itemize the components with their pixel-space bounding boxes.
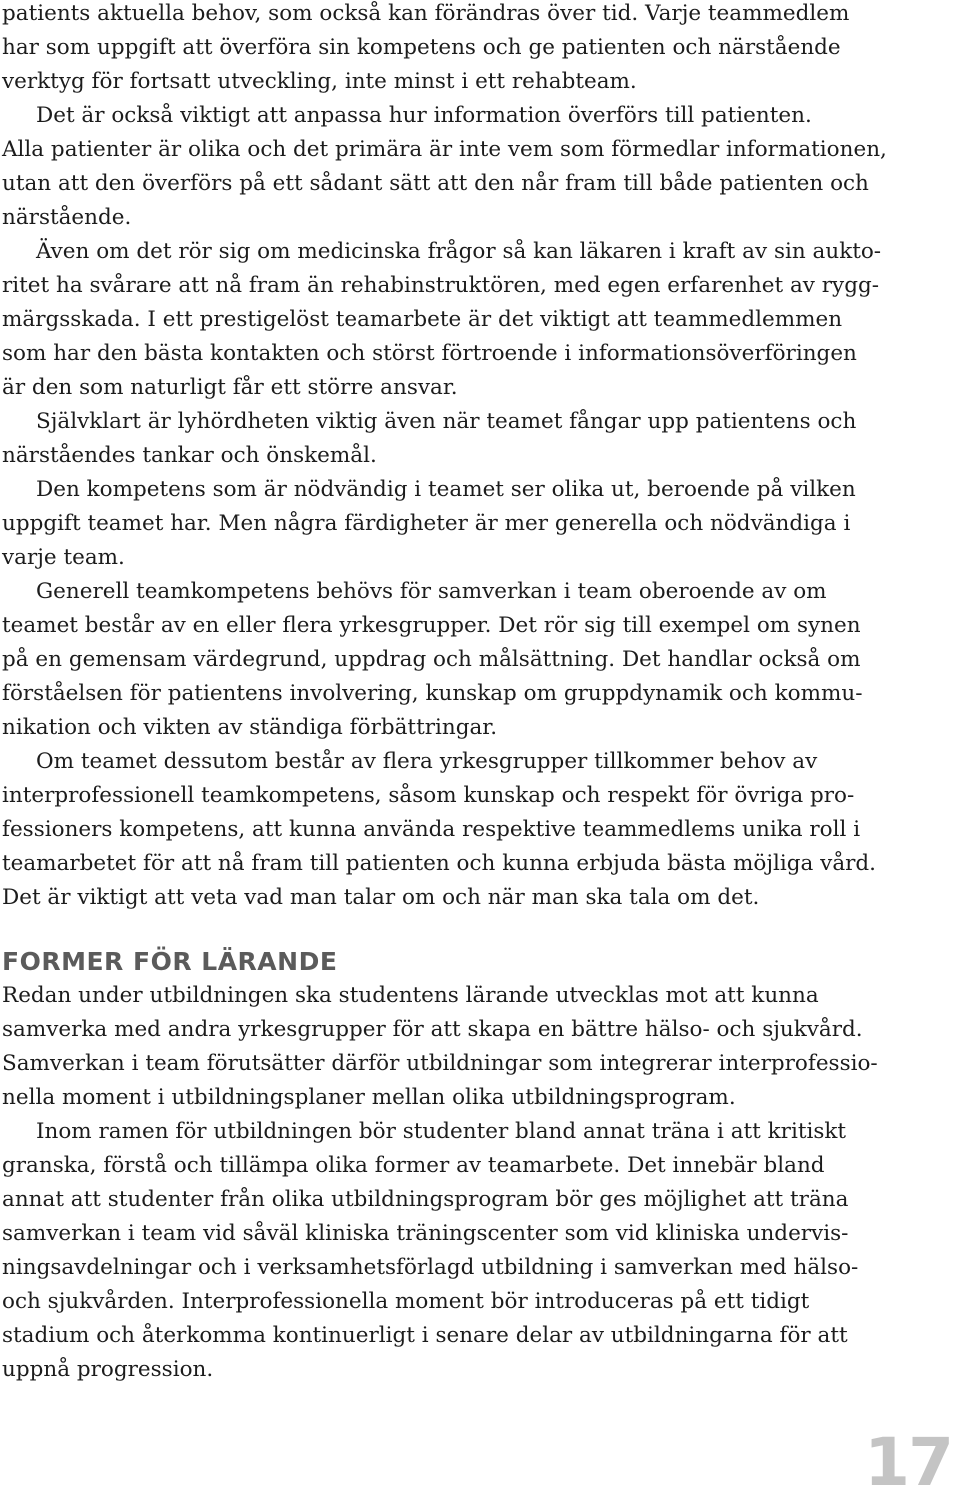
text-line: Det är viktigt att veta vad man talar om och när man ska tala om det. [2, 885, 760, 910]
text-line: Om teamet dessutom består av flera yrkesgrupper tillkommer behov av [36, 749, 818, 774]
text-line: har som uppgift att överföra sin kompetens och ge patienten och närstående [2, 35, 841, 60]
body-text-section [2, 0, 887, 915]
text-line: närståendes tankar och önskemål. [2, 443, 377, 468]
text-line: teamarbetet för att nå fram till patienten och kunna erbjuda bästa möjliga vård. [2, 851, 877, 876]
text-line: varje team. [2, 545, 125, 570]
page-number: 17 [864, 1424, 952, 1501]
text-line: stadium och återkomma kontinuerligt i senare delar av utbildningarna för att [2, 1323, 848, 1348]
text-line: nella moment i utbildningsplaner mellan olika utbildningsprogram. [2, 1085, 736, 1110]
text-line: samverkan i team vid såväl kliniska träningscenter som vid kliniska undervis- [2, 1221, 849, 1246]
text-line: fessioners kompetens, att kunna använda respektive teammedlems unika roll i [2, 817, 861, 842]
text-line: uppgift teamet har. Men några färdigheter är mer generella och nödvändiga i [2, 511, 851, 536]
learning-forms-section [2, 979, 878, 1387]
text-line: märgsskada. I ett prestigelöst teamarbete är det viktigt att teammedlemmen [2, 307, 843, 332]
text-line: verktyg för fortsatt utveckling, inte minst i ett rehabteam. [2, 69, 637, 94]
text-line: närstående. [2, 205, 132, 230]
text-line: samverka med andra yrkesgrupper för att skapa en bättre hälso- och sjukvård. [2, 1017, 863, 1042]
text-line: som har den bästa kontakten och störst förtroende i informationsöverföringen [2, 341, 857, 366]
text-line: interprofessionell teamkompetens, såsom kunskap och respekt för övriga pro- [2, 783, 855, 808]
text-line: Redan under utbildningen ska studentens lärande utvecklas mot att kunna [2, 983, 819, 1008]
text-line: Även om det rör sig om medicinska frågor så kan läkaren i kraft av sin aukto- [36, 239, 882, 264]
text-line: på en gemensam värdegrund, uppdrag och målsättning. Det handlar också om [2, 647, 861, 672]
text-line: teamet består av en eller flera yrkesgrupper. Det rör sig till exempel om synen [2, 613, 861, 638]
text-line: förståelsen för patientens involvering, kunskap om gruppdynamik och kommu- [2, 681, 863, 706]
text-line: uppnå progression. [2, 1357, 214, 1382]
text-line: Det är också viktigt att anpassa hur information överförs till patienten. [36, 103, 812, 128]
text-line: Den kompetens som är nödvändig i teamet ser olika ut, beroende på vilken [36, 477, 856, 502]
section-heading: FORMER FÖR LÄRANDE [2, 947, 338, 976]
text-line: Inom ramen för utbildningen bör studenter bland annat träna i att kritiskt [36, 1119, 847, 1144]
text-line: ningsavdelningar och i verksamhetsförlagd utbildning i samverkan med hälso- [2, 1255, 859, 1280]
text-line: är den som naturligt får ett större ansvar. [2, 375, 458, 400]
text-line: Samverkan i team förutsätter därför utbildningar som integrerar interprofessio- [2, 1051, 878, 1076]
text-line: nikation och vikten av ständiga förbättringar. [2, 715, 498, 740]
text-line: patients aktuella behov, som också kan förändras över tid. Varje teammedlem [2, 1, 850, 26]
text-line: utan att den överförs på ett sådant sätt att den når fram till både patienten och [2, 171, 869, 196]
text-line: Alla patienter är olika och det primära är inte vem som förmedlar informationen, [2, 137, 887, 162]
text-line: och sjukvården. Interprofessionella moment bör introduceras på ett tidigt [2, 1289, 810, 1314]
text-line: granska, förstå och tillämpa olika former av teamarbete. Det innebär bland [2, 1153, 825, 1178]
text-line: annat att studenter från olika utbildningsprogram bör ges möjlighet att träna [2, 1187, 849, 1212]
text-line: ritet ha svårare att nå fram än rehabinstruktören, med egen erfarenhet av rygg- [2, 273, 879, 298]
text-line: Självklart är lyhördheten viktig även när teamet fångar upp patientens och [36, 409, 857, 434]
text-line: Generell teamkompetens behövs för samverkan i team oberoende av om [36, 579, 827, 604]
